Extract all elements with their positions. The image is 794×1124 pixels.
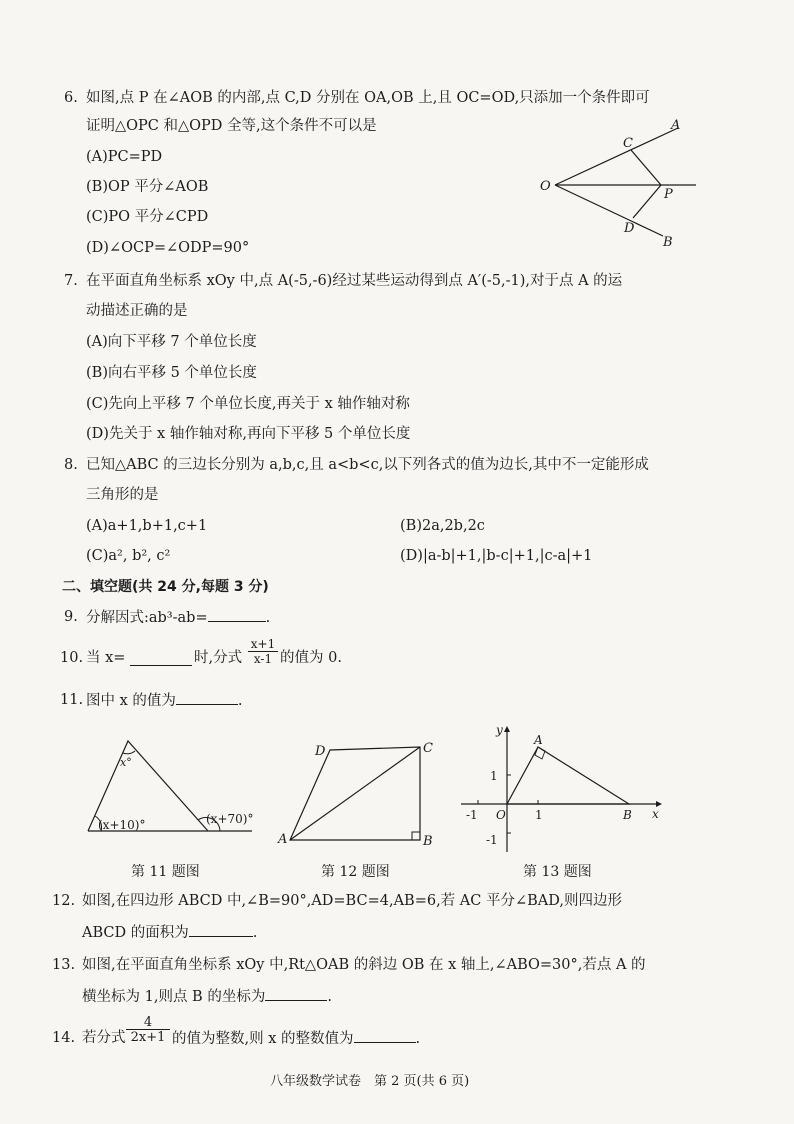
q11-number: 11. bbox=[60, 692, 84, 708]
q11-blank[interactable] bbox=[176, 690, 238, 705]
q11-end: . bbox=[237, 693, 243, 709]
fig13-tick-x-neg1: -1 bbox=[466, 808, 478, 822]
fig13-tick-x-1: 1 bbox=[535, 808, 543, 822]
fig12-label-b: B bbox=[423, 834, 433, 849]
q12-number: 12. bbox=[52, 893, 76, 909]
fig12-label-c: C bbox=[423, 741, 433, 756]
q14-numerator: 4 bbox=[126, 1016, 170, 1030]
figure-12 bbox=[275, 735, 445, 850]
q6-option-a: (A)PC=PD bbox=[86, 149, 163, 165]
figure-12-caption: 第 12 题图 bbox=[321, 864, 390, 880]
fig13-label-x: x bbox=[652, 807, 659, 821]
q6-number: 6. bbox=[64, 90, 78, 106]
fig13-tick-y-neg1: -1 bbox=[486, 833, 498, 847]
fig13-label-y: y bbox=[496, 723, 503, 737]
q6-label-a: A bbox=[671, 118, 681, 133]
q10-fraction bbox=[248, 638, 278, 666]
q14-blank[interactable] bbox=[354, 1028, 416, 1043]
q6-option-c: (C)PO 平分∠CPD bbox=[86, 209, 209, 225]
page-footer: 八年级数学试卷 第 2 页(共 6 页) bbox=[270, 1074, 470, 1089]
q9-stem: 分解因式:ab³-ab= bbox=[86, 610, 208, 626]
fig13-label-b: B bbox=[623, 808, 632, 822]
q8-stem-line1: 已知△ABC 的三边长分别为 a,b,c,且 a<b<c,以下列各式的值为边长,其中不一定能形成 bbox=[86, 457, 649, 473]
q6-label-o: O bbox=[540, 179, 551, 194]
q13-stem-line2: 横坐标为 1,则点 B 的坐标为 bbox=[82, 989, 266, 1005]
q6-label-p: P bbox=[664, 187, 673, 202]
q14-end: . bbox=[415, 1031, 421, 1047]
q10-pre: 当 x= bbox=[86, 650, 126, 666]
q14-denominator: 2x+1 bbox=[130, 1030, 166, 1045]
q8-stem-line2: 三角形的是 bbox=[86, 487, 159, 503]
fig13-label-a: A bbox=[534, 733, 543, 747]
fig11-angle-right: (x+70)° bbox=[206, 812, 254, 826]
q13-answer-line bbox=[82, 986, 332, 1007]
q10-number: 10. bbox=[60, 650, 84, 666]
q7-option-c: (C)先向上平移 7 个单位长度,再关于 x 轴作轴对称 bbox=[86, 396, 410, 412]
q7-option-d: (D)先关于 x 轴作轴对称,再向下平移 5 个单位长度 bbox=[86, 426, 411, 442]
q6-stem-line1: 如图,点 P 在∠AOB 的内部,点 C,D 分别在 OA,OB 上,且 OC=OD,只添加一个条件即可 bbox=[86, 90, 650, 106]
q10-denominator: x-1 bbox=[253, 652, 273, 666]
q6-option-d: (D)∠OCP=∠ODP=90° bbox=[86, 240, 250, 256]
q13-number: 13. bbox=[52, 957, 76, 973]
q8-option-a: (A)a+1,b+1,c+1 bbox=[86, 518, 208, 534]
q10-numerator: x+1 bbox=[248, 638, 278, 652]
q8-option-d: (D)|a-b|+1,|b-c|+1,|c-a|+1 bbox=[400, 548, 593, 564]
q13-stem-line1: 如图,在平面直角坐标系 xOy 中,Rt△OAB 的斜边 OB 在 x 轴上,∠ABO=30°,若点 A 的 bbox=[82, 957, 646, 973]
q10-mid: 时,分式 bbox=[194, 650, 243, 666]
figure-11-caption: 第 11 题图 bbox=[131, 864, 200, 880]
q11-stem: 图中 x 的值为 bbox=[86, 693, 176, 709]
q6-stem-line2: 证明△OPC 和△OPD 全等,这个条件不可以是 bbox=[86, 118, 377, 134]
q7-option-a: (A)向下平移 7 个单位长度 bbox=[86, 334, 257, 350]
fig13-label-o: O bbox=[496, 808, 506, 822]
q11-answer-line bbox=[86, 690, 243, 711]
section-title: 二、填空题(共 24 分,每题 3 分) bbox=[62, 579, 269, 595]
fig11-angle-top: x° bbox=[120, 756, 132, 769]
q12-answer-line bbox=[82, 922, 257, 943]
q7-number: 7. bbox=[64, 273, 78, 289]
q10-blank[interactable] bbox=[130, 651, 192, 666]
q14-post: 的值为整数,则 x 的整数值为 bbox=[172, 1031, 354, 1047]
q9-end: . bbox=[265, 610, 271, 626]
q9-number: 9. bbox=[64, 609, 78, 625]
q7-stem-line2: 动描述正确的是 bbox=[86, 303, 188, 319]
q8-number: 8. bbox=[64, 457, 78, 473]
q12-blank[interactable] bbox=[189, 922, 253, 937]
q8-option-b: (B)2a,2b,2c bbox=[400, 518, 485, 534]
q6-label-b: B bbox=[663, 235, 673, 250]
q14-answer-line bbox=[172, 1028, 420, 1049]
q6-label-c: C bbox=[623, 136, 633, 151]
q9-blank[interactable] bbox=[208, 607, 266, 622]
fig11-angle-left: (x+10)° bbox=[98, 818, 146, 832]
fig12-label-a: A bbox=[278, 832, 288, 847]
q14-pre: 若分式 bbox=[82, 1030, 126, 1046]
q6-option-b: (B)OP 平分∠AOB bbox=[86, 179, 209, 195]
q12-end: . bbox=[252, 925, 258, 941]
q13-end: . bbox=[327, 989, 332, 1005]
q12-stem-line2: ABCD 的面积为 bbox=[82, 925, 189, 941]
figure-13-caption: 第 13 题图 bbox=[523, 864, 592, 880]
q14-number: 14. bbox=[52, 1030, 76, 1046]
fig12-label-d: D bbox=[315, 744, 326, 759]
q14-fraction bbox=[126, 1016, 170, 1044]
q6-label-d: D bbox=[624, 221, 635, 236]
q9-answer-line bbox=[86, 607, 270, 628]
q6-figure bbox=[530, 112, 710, 252]
q7-stem-line1: 在平面直角坐标系 xOy 中,点 A(-5,-6)经过某些运动得到点 A′(-5,-1),对于点 A 的运 bbox=[86, 273, 623, 289]
q12-stem-line1: 如图,在四边形 ABCD 中,∠B=90°,AD=BC=4,AB=6,若 AC 平分∠BAD,则四边形 bbox=[82, 893, 622, 909]
figure-13 bbox=[456, 722, 671, 857]
q13-blank[interactable] bbox=[265, 986, 327, 1001]
fig13-tick-y-1: 1 bbox=[490, 769, 498, 783]
q8-option-c: (C)a², b², c² bbox=[86, 548, 171, 564]
figure-11 bbox=[80, 730, 260, 840]
q7-option-b: (B)向右平移 5 个单位长度 bbox=[86, 365, 257, 381]
q10-post: 的值为 0. bbox=[280, 650, 342, 666]
